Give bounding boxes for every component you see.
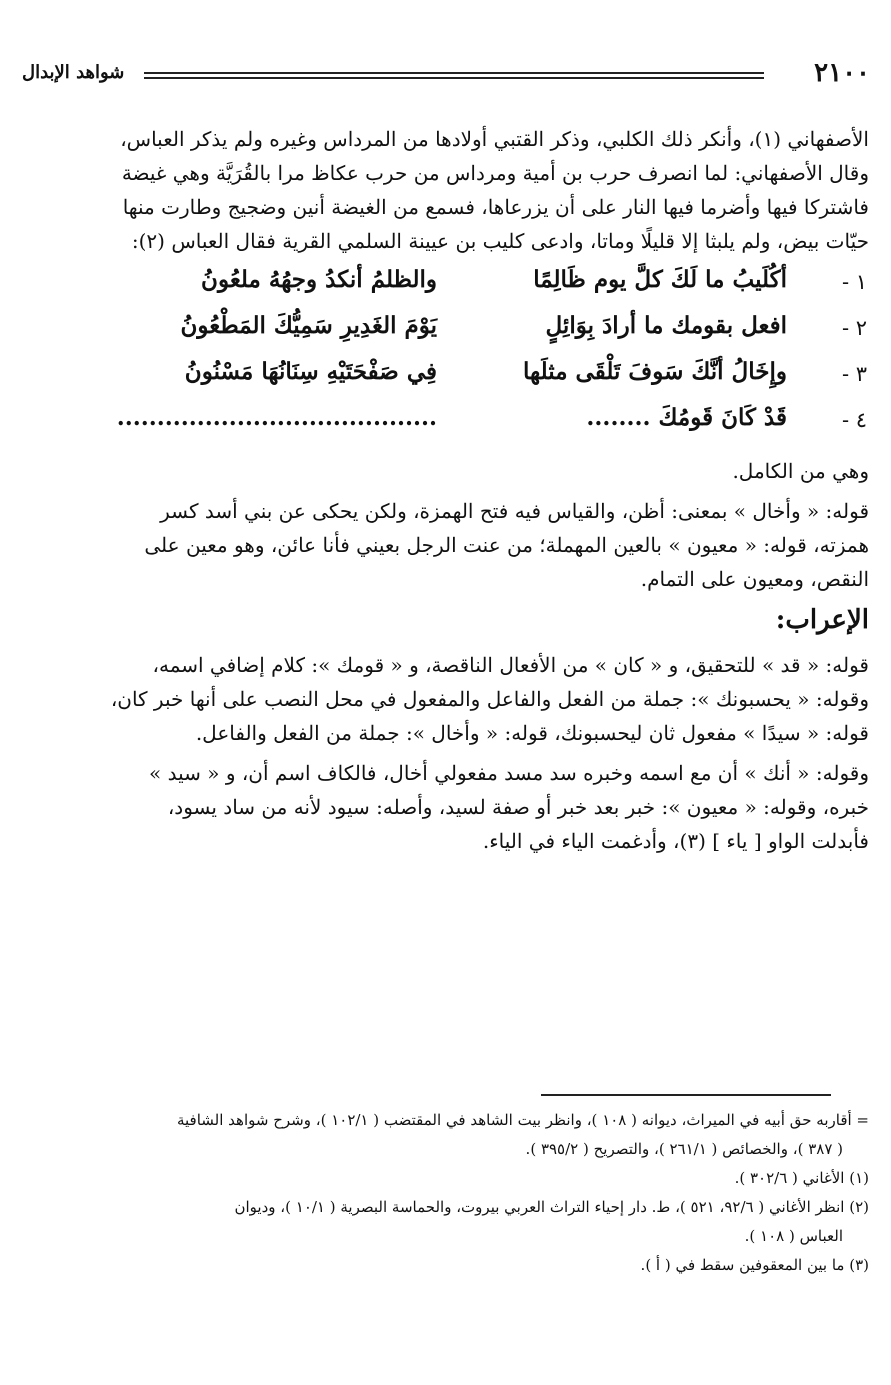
text-line: الأصفهاني (١)، وأنكر ذلك الكلبي، وذكر القتبي أولادها من المرداس وغيره ولم يذكر العباس، <box>120 127 869 151</box>
footnote-line: ( ٣٨٧ )، والخصائص ( ٢٦١/١ )، والتصريح ( ٣٩٥/٢ ). <box>525 1140 843 1158</box>
irab-paragraph-1 <box>21 648 869 750</box>
page-number: ٢١٠٠ <box>814 58 870 88</box>
footnotes <box>21 1106 869 1280</box>
irab-paragraph-2 <box>21 756 869 858</box>
verse-first-hemistich: وإِخَالُ أنَّكَ سَوفَ تَلْقَى مثلَها <box>523 358 787 385</box>
text-line: وقوله: « أنك » أن مع اسمه وخبره سد مسد مفعولي أخال، فالكاف اسم أن، و « سيد » <box>148 761 869 785</box>
verse-number: ٣ - <box>841 362 867 386</box>
text-line: النقص، ومعيون على التمام. <box>640 567 869 591</box>
text-line: همزته، قوله: « معيون » بالعين المهملة؛ من عنت الرجل بعيني فأنا عائن، وهو معين على <box>144 533 869 557</box>
main-text <box>21 122 869 858</box>
footnote-line: (٣) ما بين المعقوفين سقط في ( أ ). <box>640 1256 869 1274</box>
footnote-line: = أقاربه حق أبيه في الميراث، ديوانه ( ١٠٨ )، وانظر بيت الشاهد في المقتضب ( ١٠٢/١ )، وشرح شواهد الشافية <box>176 1111 869 1129</box>
text-line: فاشتركا فيها وأضرما فيها النار على أن يزرعاها، فسمع من الغيضة أنين وضجيج وطارت منها <box>122 195 869 219</box>
verse-row <box>21 266 869 312</box>
text-line: خبره، وقوله: « معيون »: خبر بعد خبر أو صفة لسيد، وأصله: سيود لأنه من ساد يسود، <box>167 795 869 819</box>
header-double-rule <box>144 72 764 79</box>
verse-number: ٢ - <box>841 316 867 340</box>
text-line: وقال الأصفهاني: لما انصرف حرب بن أمية ومرداس من حرب عكاظ مرا بالقُرَيَّة وهي غيضة <box>121 161 869 185</box>
page-header <box>22 58 872 98</box>
text-line: قوله: « قد » للتحقيق، و « كان » من الأفعال الناقصة، و « قومك »: كلام إضافي اسمه، <box>152 653 869 677</box>
verse-second-hemistich: ........................................ <box>116 404 437 431</box>
verse-first-hemistich: قَدْ كَانَ قَومُكَ ........ <box>586 404 787 431</box>
text-line: حيّات بيض، ولم يلبثا إلا قليلًا وماتا، وادعى كليب بن عيينة السلمي القرية فقال العباس (٢): <box>131 229 869 253</box>
text-line: وقوله: « يحسبونك »: جملة من الفعل والفاعل والمفعول في محل النصب على أنها خبر كان، <box>110 687 869 711</box>
commentary-paragraph <box>21 494 869 596</box>
footnote-separator <box>541 1094 831 1096</box>
text-line: قوله: « وأخال » بمعنى: أظن، والقياس فيه فتح الهمزة، ولكن يحكى عن بني أسد كسر <box>160 499 869 523</box>
verse-second-hemistich: فِي صَفْحَتَيْهِ سِنَانُهَا مَسْنُونُ <box>184 358 437 385</box>
verse-row <box>21 358 869 404</box>
verse-number: ٤ - <box>841 408 867 432</box>
footnote-line: (٢) انظر الأغاني ( ٩٢/٦، ٥٢١ )، ط. دار إحياء التراث العربي بيروت، والحماسة البصرية ( ١٠/١ )، وديوان <box>234 1198 869 1216</box>
poem-verses <box>21 266 869 450</box>
meter-note: وهي من الكامل. <box>732 459 869 483</box>
text-line: فأبدلت الواو [ ياء ] (٣)، وأدغمت الياء في الياء. <box>482 829 869 853</box>
running-title: شواهد الإبدال <box>22 62 125 83</box>
verse-first-hemistich: افعل بقومك ما أرادَ بِوَائِلٍ <box>545 312 787 339</box>
verse-row <box>21 312 869 358</box>
text-line: قوله: « سيدًا » مفعول ثان ليحسبونك، قوله: « وأخال »: جملة من الفعل والفاعل. <box>195 721 869 745</box>
footnote-line: (١) الأغاني ( ٣٠٢/٦ ). <box>734 1169 869 1187</box>
section-heading: الإعراب: <box>775 605 869 635</box>
verse-number: ١ - <box>841 270 867 294</box>
verse-second-hemistich: يَوْمَ الغَدِيرِ سَمِيُّكَ المَطْعُونُ <box>180 312 437 339</box>
intro-paragraph <box>21 122 869 258</box>
verse-row <box>21 404 869 450</box>
footnote-line: العباس ( ١٠٨ ). <box>744 1227 843 1245</box>
verse-first-hemistich: أكُلَيبُ ما لَكَ كلَّ يوم ظَالِمًا <box>533 266 787 293</box>
verse-second-hemistich: والظلمُ أنكدُ وجهُهُ ملعُونُ <box>201 266 437 293</box>
